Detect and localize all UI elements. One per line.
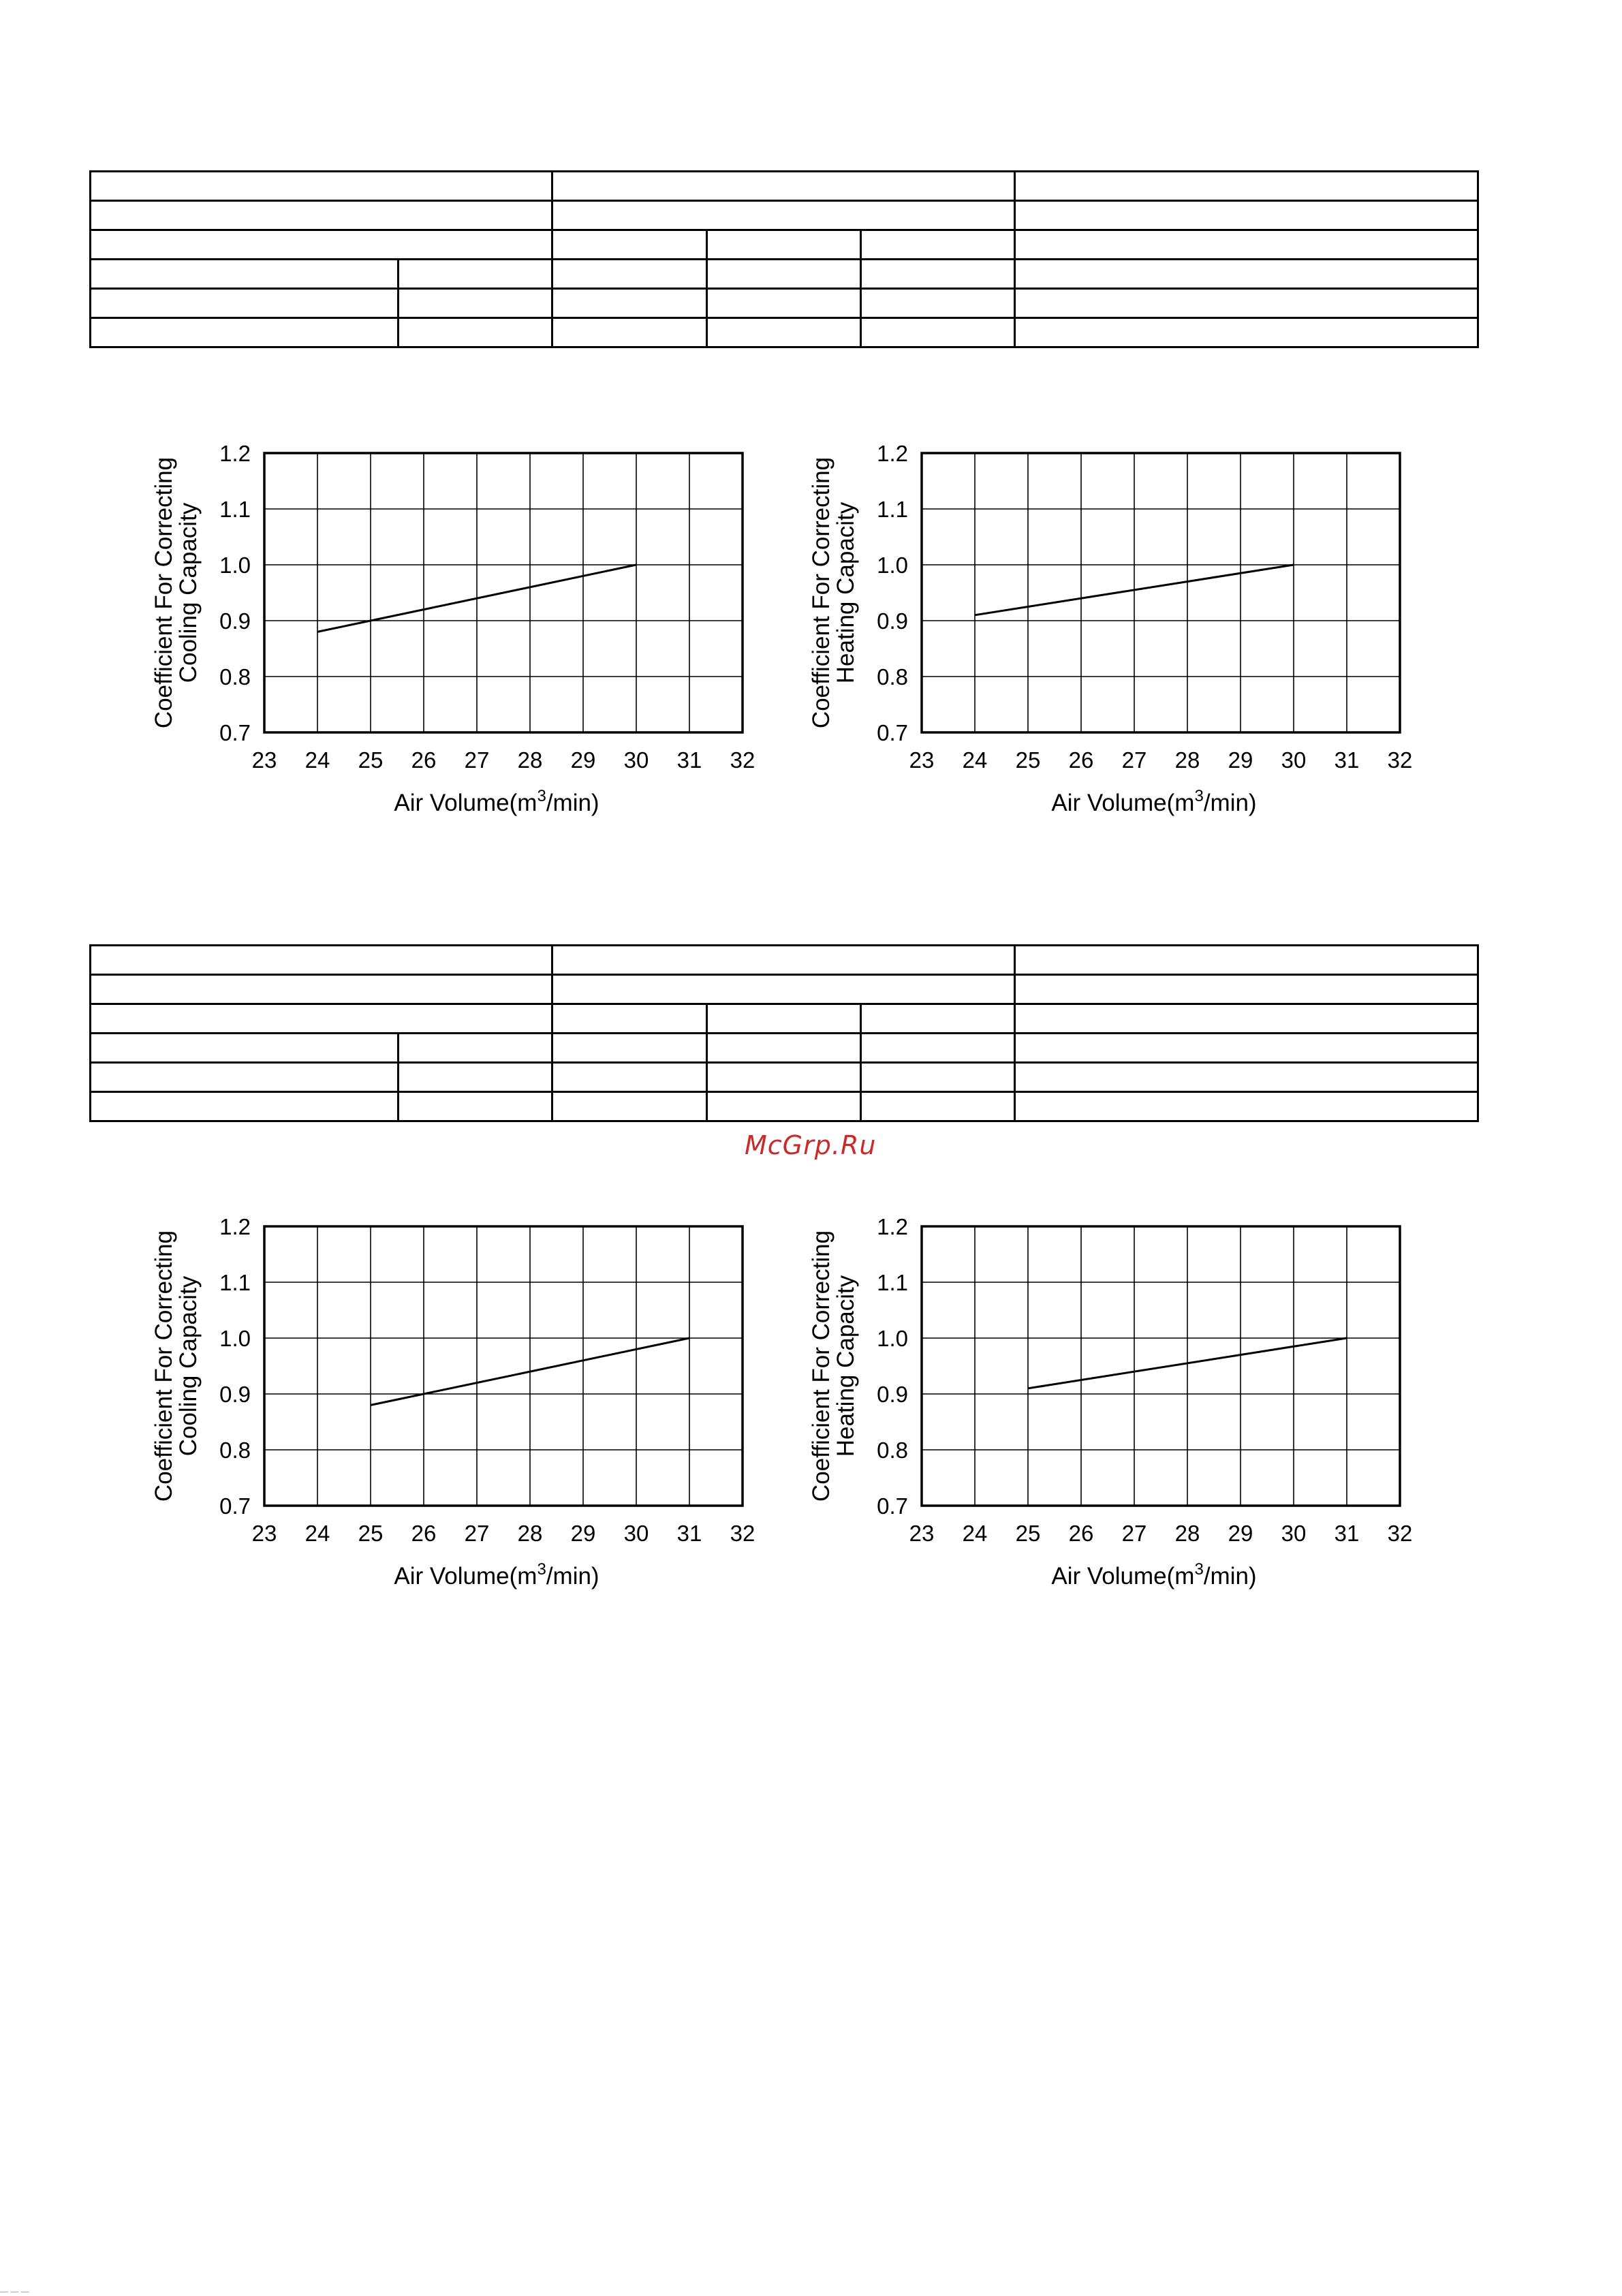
- y-axis-label-line2: Cooling Capacity: [175, 1275, 202, 1457]
- x-tick-label: 31: [1334, 1521, 1360, 1546]
- x-tick-label: 29: [1228, 1521, 1253, 1546]
- plot-frame: [922, 453, 1400, 732]
- table-cell: [707, 1004, 861, 1034]
- table-row: [91, 172, 1478, 201]
- x-tick-label: 24: [962, 747, 988, 773]
- table-cell: [707, 260, 861, 289]
- table-cell: [552, 318, 707, 347]
- chart-cooling-capacity-1: [136, 422, 783, 824]
- y-axis-label-line1: Coefficient For Correcting: [808, 456, 835, 729]
- table-cell: [552, 1092, 707, 1121]
- table-cell: [1015, 946, 1478, 975]
- x-tick-label: 26: [411, 747, 437, 773]
- table-cell: [552, 230, 707, 260]
- x-axis-label-tail: /min): [546, 790, 599, 816]
- x-axis-label-tail: /min): [1203, 790, 1257, 816]
- y-tick-label: 0.9: [877, 608, 908, 634]
- x-tick-label: 32: [1387, 747, 1413, 773]
- x-tick-label: 23: [909, 1521, 935, 1546]
- x-tick-label: 30: [1281, 747, 1307, 773]
- y-tick-label: 0.9: [877, 1382, 908, 1407]
- table-cell: [707, 1092, 861, 1121]
- x-tick-label: 29: [570, 747, 596, 773]
- x-axis-label-sup: 3: [1194, 787, 1204, 805]
- y-tick-label: 1.0: [219, 1326, 251, 1351]
- table-cell: [91, 172, 552, 201]
- y-tick-label: 1.2: [877, 441, 908, 466]
- table-row: [91, 975, 1478, 1004]
- y-tick-label: 1.0: [877, 1326, 908, 1351]
- x-tick-label: 32: [1387, 1521, 1413, 1546]
- table-cell: [91, 1004, 552, 1034]
- table-cell: [91, 1034, 399, 1063]
- x-axis-label: [1051, 787, 1256, 816]
- table-cell: [861, 260, 1015, 289]
- y-tick-label: 1.2: [877, 1214, 908, 1239]
- x-tick-label: 23: [909, 747, 935, 773]
- table-cell: [1015, 172, 1478, 201]
- y-tick-label: 0.7: [219, 1493, 251, 1519]
- x-tick-label: 28: [517, 1521, 543, 1546]
- x-tick-label: 29: [1228, 747, 1253, 773]
- x-tick-label: 27: [464, 747, 490, 773]
- table-cell: [399, 1063, 552, 1092]
- table-cell: [91, 946, 552, 975]
- table-row: [91, 260, 1478, 289]
- table-cell: [1015, 289, 1478, 318]
- x-tick-label: 31: [676, 747, 702, 773]
- x-tick-label: 27: [1121, 1521, 1147, 1546]
- y-tick-label: 1.2: [219, 441, 251, 466]
- table-row: [91, 1004, 1478, 1034]
- y-tick-label: 1.1: [877, 1270, 908, 1295]
- x-axis-label-main: Air Volume(m: [1051, 790, 1195, 816]
- x-tick-label: 23: [251, 747, 277, 773]
- x-tick-label: 25: [1015, 1521, 1041, 1546]
- x-tick-label: 32: [730, 1521, 755, 1546]
- table-cell: [1015, 1004, 1478, 1034]
- x-tick-label: 25: [358, 1521, 384, 1546]
- chart-heating-capacity-2: [794, 1196, 1441, 1598]
- spec-table-2: [89, 944, 1479, 1122]
- table-cell: [399, 260, 552, 289]
- y-axis-label-line2: Heating Capacity: [832, 1275, 859, 1457]
- x-axis-label-tail: /min): [546, 1563, 599, 1589]
- y-tick-label: 0.9: [219, 608, 251, 634]
- table-cell: [861, 230, 1015, 260]
- table-cell: [861, 1034, 1015, 1063]
- table-row: [91, 1063, 1478, 1092]
- y-tick-label: 1.1: [877, 497, 908, 522]
- x-tick-label: 28: [1174, 747, 1200, 773]
- y-tick-label: 1.2: [219, 1214, 251, 1239]
- spec-table-1: [89, 170, 1479, 348]
- y-tick-label: 1.0: [219, 553, 251, 578]
- table-cell: [861, 1063, 1015, 1092]
- table-cell: [707, 318, 861, 347]
- x-axis-label-tail: /min): [1203, 1563, 1257, 1589]
- table-cell: [552, 946, 1015, 975]
- table-cell: [707, 289, 861, 318]
- y-axis-label-line1: Coefficient For Correcting: [151, 1230, 177, 1502]
- table-cell: [861, 1004, 1015, 1034]
- table-cell: [1015, 201, 1478, 230]
- table-cell: [861, 318, 1015, 347]
- x-tick-label: 26: [1068, 1521, 1094, 1546]
- x-tick-label: 27: [1121, 747, 1147, 773]
- footer-mark: — — —: [0, 2286, 29, 2296]
- table-cell: [552, 172, 1015, 201]
- y-tick-label: 0.8: [877, 1438, 908, 1463]
- y-axis-label-line1: Coefficient For Correcting: [151, 456, 177, 729]
- table-cell: [861, 289, 1015, 318]
- table-cell: [1015, 318, 1478, 347]
- x-tick-label: 30: [1281, 1521, 1307, 1546]
- y-tick-label: 1.0: [877, 553, 908, 578]
- y-tick-label: 0.9: [219, 1382, 251, 1407]
- x-tick-label: 32: [730, 747, 755, 773]
- table-cell: [1015, 1034, 1478, 1063]
- chart-heating-capacity-1: [794, 422, 1441, 824]
- x-tick-label: 23: [251, 1521, 277, 1546]
- y-tick-label: 1.1: [219, 497, 251, 522]
- watermark-text: McGrp.Ru: [745, 1130, 877, 1160]
- table-cell: [91, 1063, 399, 1092]
- x-axis-label-sup: 3: [537, 787, 546, 805]
- x-axis-label-sup: 3: [537, 1560, 546, 1579]
- y-axis-label-line2: Cooling Capacity: [175, 502, 202, 683]
- table-cell: [552, 201, 1015, 230]
- y-tick-label: 0.8: [219, 1438, 251, 1463]
- table-cell: [399, 1092, 552, 1121]
- table-cell: [1015, 230, 1478, 260]
- y-tick-label: 0.7: [877, 720, 908, 745]
- table-cell: [91, 230, 552, 260]
- table-cell: [707, 230, 861, 260]
- x-axis-label: [1051, 1560, 1256, 1589]
- table-row: [91, 946, 1478, 975]
- x-tick-label: 24: [305, 747, 330, 773]
- y-tick-label: 1.1: [219, 1270, 251, 1295]
- x-tick-label: 31: [676, 1521, 702, 1546]
- x-tick-label: 28: [517, 747, 543, 773]
- y-tick-label: 0.8: [219, 664, 251, 689]
- table-row: [91, 1034, 1478, 1063]
- table-cell: [1015, 975, 1478, 1004]
- table-cell: [552, 975, 1015, 1004]
- table-cell: [1015, 1092, 1478, 1121]
- y-axis-label-line1: Coefficient For Correcting: [808, 1230, 835, 1502]
- table-cell: [91, 975, 552, 1004]
- y-tick-label: 0.7: [877, 1493, 908, 1519]
- y-tick-label: 0.7: [219, 720, 251, 745]
- table-row: [91, 230, 1478, 260]
- x-axis-label-sup: 3: [1194, 1560, 1204, 1579]
- table-cell: [399, 289, 552, 318]
- x-axis-label-main: Air Volume(m: [1051, 1563, 1195, 1589]
- table-cell: [707, 1063, 861, 1092]
- x-axis-label-main: Air Volume(m: [394, 1563, 537, 1589]
- x-tick-label: 26: [1068, 747, 1094, 773]
- table-cell: [399, 318, 552, 347]
- x-axis-label: [394, 787, 599, 816]
- table-cell: [552, 1063, 707, 1092]
- table-cell: [399, 1034, 552, 1063]
- table-cell: [1015, 1063, 1478, 1092]
- x-tick-label: 28: [1174, 1521, 1200, 1546]
- table-cell: [861, 1092, 1015, 1121]
- x-tick-label: 30: [623, 1521, 649, 1546]
- y-axis-label-line2: Heating Capacity: [832, 501, 859, 684]
- table-cell: [91, 260, 399, 289]
- x-tick-label: 30: [623, 747, 649, 773]
- table-row: [91, 318, 1478, 347]
- table-cell: [91, 289, 399, 318]
- x-axis-label: [394, 1560, 599, 1589]
- chart-cooling-capacity-2: [136, 1196, 783, 1598]
- x-axis-label-main: Air Volume(m: [394, 790, 537, 816]
- table-cell: [91, 1092, 399, 1121]
- table-cell: [552, 1004, 707, 1034]
- table-row: [91, 1092, 1478, 1121]
- table-cell: [707, 1034, 861, 1063]
- x-tick-label: 25: [358, 747, 384, 773]
- x-tick-label: 24: [305, 1521, 330, 1546]
- table-cell: [91, 318, 399, 347]
- x-tick-label: 24: [962, 1521, 988, 1546]
- table-row: [91, 201, 1478, 230]
- y-tick-label: 0.8: [877, 664, 908, 689]
- x-tick-label: 27: [464, 1521, 490, 1546]
- x-tick-label: 26: [411, 1521, 437, 1546]
- plot-frame: [264, 1226, 743, 1506]
- table-cell: [552, 1034, 707, 1063]
- x-tick-label: 31: [1334, 747, 1360, 773]
- plot-frame: [922, 1226, 1400, 1506]
- table-cell: [552, 289, 707, 318]
- x-tick-label: 29: [570, 1521, 596, 1546]
- table-cell: [552, 260, 707, 289]
- table-row: [91, 289, 1478, 318]
- table-cell: [1015, 260, 1478, 289]
- table-cell: [91, 201, 552, 230]
- x-tick-label: 25: [1015, 747, 1041, 773]
